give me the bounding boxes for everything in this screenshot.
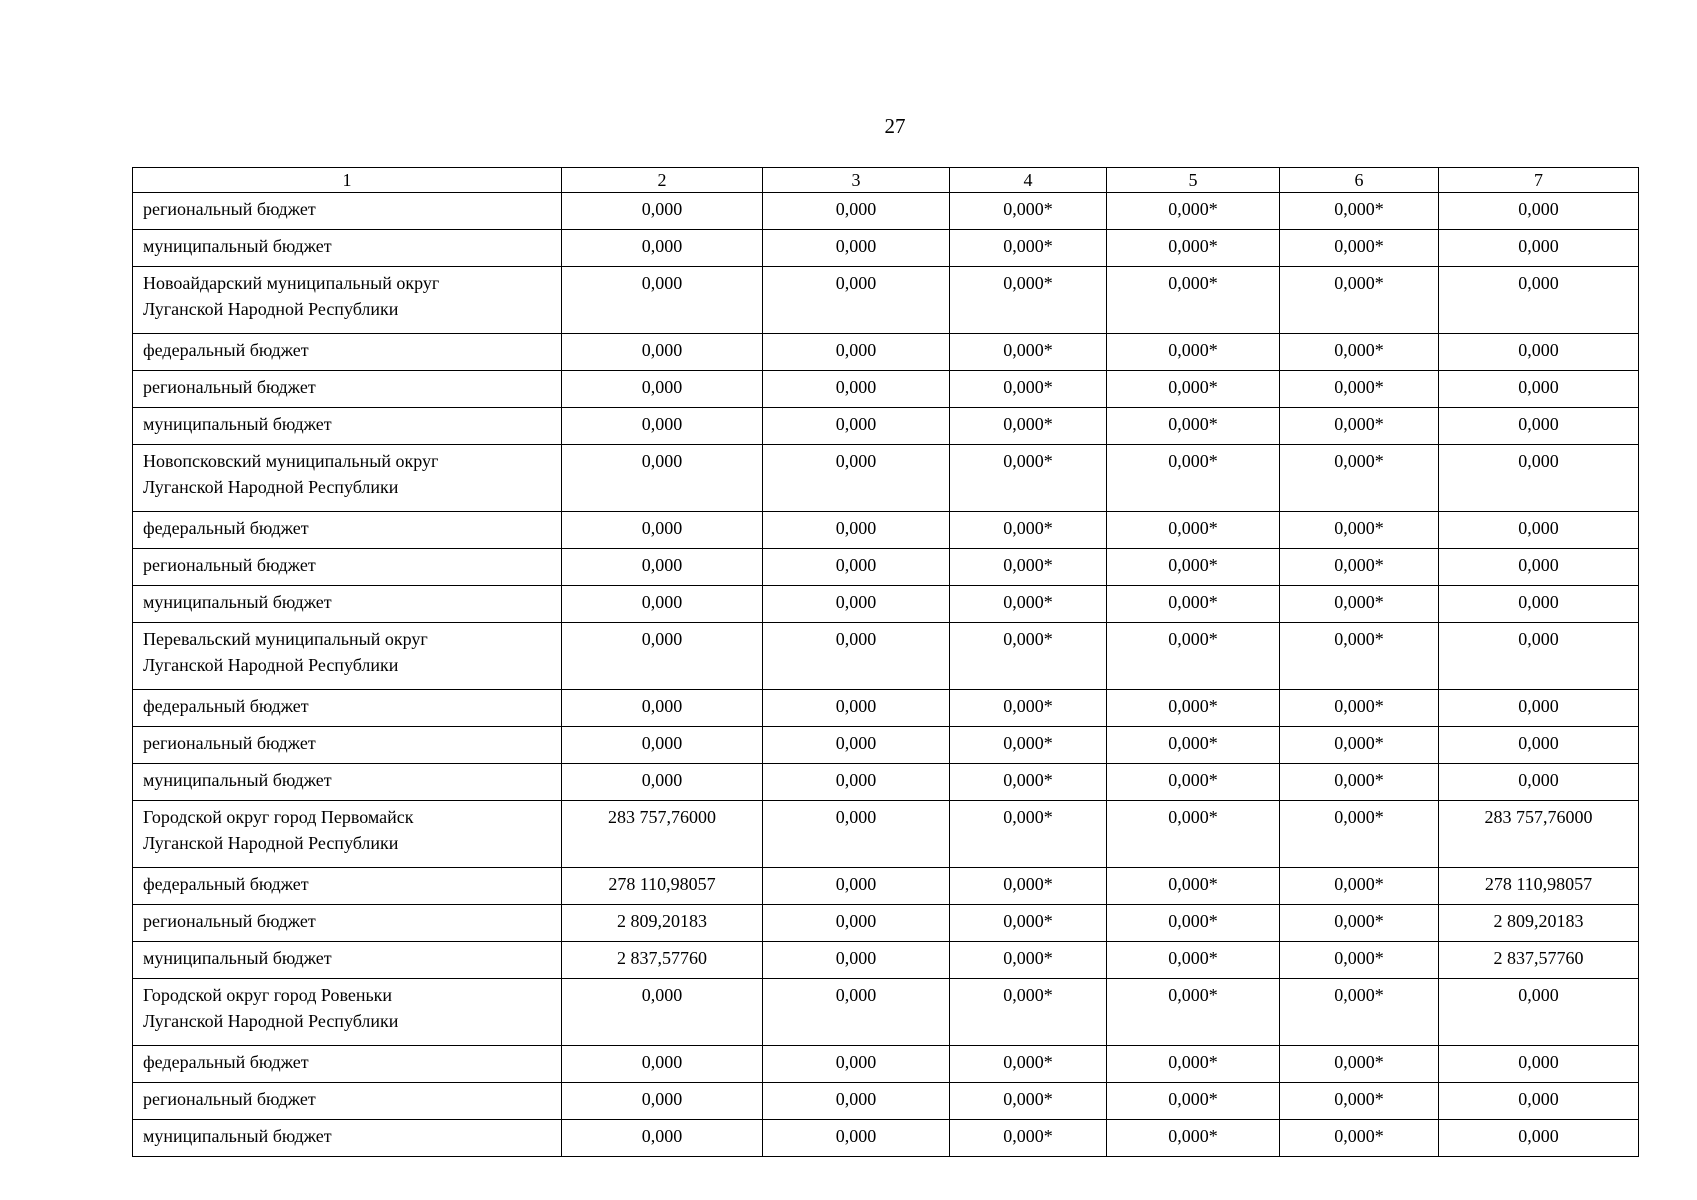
table-row-municipality: [133, 267, 1639, 334]
table-row-budget: [133, 1120, 1639, 1157]
value-cell: 283 757,76000: [562, 801, 763, 868]
value-cell: 0,000*: [950, 1120, 1107, 1157]
table-row-budget: [133, 408, 1639, 445]
value-cell: 0,000*: [1280, 586, 1439, 623]
table-row-budget: [133, 334, 1639, 371]
table-header-row: [133, 168, 1639, 193]
value-cell: 2 809,20183: [562, 905, 763, 942]
column-header: 5: [1107, 168, 1280, 193]
table-row-budget: [133, 586, 1639, 623]
table-row-budget: [133, 905, 1639, 942]
value-cell: 0,000: [1439, 334, 1639, 371]
value-cell: 0,000: [763, 445, 950, 512]
row-label-cell: [133, 408, 562, 445]
value-cell: 0,000*: [950, 764, 1107, 801]
value-cell: 0,000*: [950, 512, 1107, 549]
value-cell: 0,000*: [950, 193, 1107, 230]
value-cell: 0,000: [763, 408, 950, 445]
value-cell: 0,000: [562, 979, 763, 1046]
row-label-cell: [133, 230, 562, 267]
budget-table: [132, 167, 1639, 1157]
row-label-line: Луганской Народной Республики: [143, 299, 399, 319]
row-label-line: муниципальный бюджет: [143, 414, 332, 434]
table-row-budget: [133, 193, 1639, 230]
value-cell: 0,000: [562, 623, 763, 690]
value-cell: 0,000: [763, 623, 950, 690]
value-cell: 0,000: [763, 267, 950, 334]
table-row-municipality: [133, 623, 1639, 690]
value-cell: 0,000*: [950, 690, 1107, 727]
value-cell: 0,000: [562, 690, 763, 727]
value-cell: 0,000*: [1107, 512, 1280, 549]
value-cell: 0,000*: [1107, 371, 1280, 408]
value-cell: 0,000: [763, 1046, 950, 1083]
value-cell: 0,000*: [1280, 1083, 1439, 1120]
column-header: 7: [1439, 168, 1639, 193]
value-cell: 0,000*: [1280, 1046, 1439, 1083]
value-cell: 0,000*: [1280, 690, 1439, 727]
row-label-cell: [133, 1083, 562, 1120]
value-cell: 0,000*: [1107, 727, 1280, 764]
value-cell: 0,000: [1439, 1083, 1639, 1120]
value-cell: 0,000*: [950, 334, 1107, 371]
table-row-budget: [133, 942, 1639, 979]
value-cell: 278 110,98057: [1439, 868, 1639, 905]
value-cell: 0,000*: [1107, 979, 1280, 1046]
row-label-cell: [133, 334, 562, 371]
value-cell: 0,000: [763, 371, 950, 408]
value-cell: 0,000*: [950, 905, 1107, 942]
row-label-line: Луганской Народной Республики: [143, 833, 399, 853]
value-cell: 0,000: [763, 727, 950, 764]
value-cell: 0,000: [1439, 445, 1639, 512]
value-cell: 0,000*: [1280, 727, 1439, 764]
value-cell: 0,000*: [1107, 764, 1280, 801]
value-cell: 0,000*: [1107, 1120, 1280, 1157]
value-cell: 0,000*: [1107, 408, 1280, 445]
row-label-cell: [133, 727, 562, 764]
row-label-line: региональный бюджет: [143, 199, 316, 219]
value-cell: 0,000*: [1107, 267, 1280, 334]
value-cell: 0,000*: [1107, 942, 1280, 979]
value-cell: 0,000*: [1107, 905, 1280, 942]
row-label-line: муниципальный бюджет: [143, 1126, 332, 1146]
value-cell: 0,000: [1439, 1046, 1639, 1083]
value-cell: 0,000*: [1280, 334, 1439, 371]
value-cell: 0,000: [562, 1083, 763, 1120]
value-cell: 0,000*: [950, 979, 1107, 1046]
row-label-line: Городской округ город Первомайск: [143, 807, 414, 827]
table-row-budget: [133, 868, 1639, 905]
page-number: 27: [884, 114, 906, 138]
value-cell: 0,000: [763, 1083, 950, 1120]
row-label-cell: [133, 371, 562, 408]
value-cell: 0,000: [562, 1120, 763, 1157]
value-cell: 0,000: [1439, 267, 1639, 334]
value-cell: 0,000: [763, 512, 950, 549]
value-cell: 0,000: [1439, 764, 1639, 801]
column-header: 2: [562, 168, 763, 193]
value-cell: 0,000*: [1107, 230, 1280, 267]
value-cell: 0,000*: [1280, 230, 1439, 267]
row-label-line: региональный бюджет: [143, 377, 316, 397]
value-cell: 0,000: [562, 445, 763, 512]
value-cell: 0,000: [763, 868, 950, 905]
row-label-cell: [133, 1120, 562, 1157]
row-label-line: муниципальный бюджет: [143, 948, 332, 968]
row-label-line: муниципальный бюджет: [143, 592, 332, 612]
value-cell: 0,000: [1439, 690, 1639, 727]
value-cell: 0,000: [562, 512, 763, 549]
value-cell: 0,000*: [1107, 1046, 1280, 1083]
value-cell: 0,000*: [950, 1046, 1107, 1083]
table-row-municipality: [133, 801, 1639, 868]
value-cell: 0,000*: [950, 942, 1107, 979]
row-label-cell: [133, 267, 562, 334]
value-cell: 0,000*: [1107, 1083, 1280, 1120]
value-cell: 283 757,76000: [1439, 801, 1639, 868]
row-label-line: Перевальский муниципальный округ: [143, 629, 428, 649]
table-row-budget: [133, 1046, 1639, 1083]
row-label-cell: [133, 445, 562, 512]
value-cell: 0,000: [562, 549, 763, 586]
row-label-line: Новоайдарский муниципальный округ: [143, 273, 440, 293]
row-label-line: Луганской Народной Республики: [143, 655, 399, 675]
value-cell: 0,000*: [1280, 193, 1439, 230]
value-cell: 0,000: [763, 801, 950, 868]
value-cell: 0,000*: [1280, 905, 1439, 942]
value-cell: 0,000: [562, 230, 763, 267]
value-cell: 0,000*: [1107, 445, 1280, 512]
value-cell: 0,000: [763, 230, 950, 267]
row-label-cell: [133, 549, 562, 586]
row-label-line: федеральный бюджет: [143, 874, 309, 894]
table-row-budget: [133, 549, 1639, 586]
value-cell: 0,000*: [950, 445, 1107, 512]
value-cell: 0,000*: [950, 586, 1107, 623]
value-cell: 0,000*: [950, 408, 1107, 445]
row-label-cell: [133, 512, 562, 549]
row-label-line: региональный бюджет: [143, 555, 316, 575]
row-label-cell: [133, 623, 562, 690]
value-cell: 0,000*: [950, 230, 1107, 267]
value-cell: 0,000: [1439, 193, 1639, 230]
row-label-line: федеральный бюджет: [143, 518, 309, 538]
row-label-line: Луганской Народной Республики: [143, 1011, 399, 1031]
value-cell: 0,000: [1439, 512, 1639, 549]
row-label-cell: [133, 905, 562, 942]
value-cell: 0,000*: [1280, 549, 1439, 586]
value-cell: 0,000*: [1107, 334, 1280, 371]
value-cell: 0,000: [562, 408, 763, 445]
value-cell: 0,000: [1439, 408, 1639, 445]
row-label-line: региональный бюджет: [143, 1089, 316, 1109]
value-cell: 0,000: [1439, 1120, 1639, 1157]
value-cell: 0,000*: [1107, 586, 1280, 623]
value-cell: 0,000*: [1280, 371, 1439, 408]
value-cell: 0,000: [763, 905, 950, 942]
value-cell: 278 110,98057: [562, 868, 763, 905]
row-label-cell: [133, 801, 562, 868]
value-cell: 0,000*: [1107, 549, 1280, 586]
value-cell: 0,000: [763, 549, 950, 586]
value-cell: 0,000: [1439, 623, 1639, 690]
row-label-cell: [133, 868, 562, 905]
value-cell: 0,000*: [1280, 1120, 1439, 1157]
table-row-budget: [133, 764, 1639, 801]
value-cell: 0,000*: [1280, 979, 1439, 1046]
row-label-cell: [133, 764, 562, 801]
value-cell: 0,000: [1439, 586, 1639, 623]
value-cell: 0,000: [763, 690, 950, 727]
table-row-budget: [133, 727, 1639, 764]
value-cell: 0,000*: [1107, 193, 1280, 230]
table-row-budget: [133, 1083, 1639, 1120]
value-cell: 0,000*: [950, 1083, 1107, 1120]
value-cell: 2 837,57760: [1439, 942, 1639, 979]
column-header: 1: [133, 168, 562, 193]
row-label-line: федеральный бюджет: [143, 340, 309, 360]
row-label-line: региональный бюджет: [143, 911, 316, 931]
value-cell: 0,000*: [950, 868, 1107, 905]
value-cell: 0,000*: [1107, 690, 1280, 727]
value-cell: 0,000: [1439, 549, 1639, 586]
value-cell: 0,000: [763, 942, 950, 979]
value-cell: 0,000: [562, 371, 763, 408]
row-label-line: региональный бюджет: [143, 733, 316, 753]
row-label-cell: [133, 586, 562, 623]
value-cell: 0,000*: [1280, 512, 1439, 549]
row-label-line: Новопсковский муниципальный округ: [143, 451, 439, 471]
value-cell: 0,000*: [950, 549, 1107, 586]
value-cell: 0,000*: [950, 727, 1107, 764]
column-header: 3: [763, 168, 950, 193]
value-cell: 0,000*: [1280, 445, 1439, 512]
value-cell: 0,000: [763, 764, 950, 801]
row-label-line: федеральный бюджет: [143, 1052, 309, 1072]
value-cell: 0,000*: [1107, 623, 1280, 690]
row-label-cell: [133, 979, 562, 1046]
row-label-line: муниципальный бюджет: [143, 236, 332, 256]
table-row-municipality: [133, 979, 1639, 1046]
value-cell: 0,000*: [1280, 267, 1439, 334]
value-cell: 0,000*: [1280, 801, 1439, 868]
value-cell: 0,000*: [1280, 868, 1439, 905]
value-cell: 0,000: [763, 979, 950, 1046]
value-cell: 0,000: [562, 267, 763, 334]
value-cell: 0,000*: [950, 371, 1107, 408]
value-cell: 2 809,20183: [1439, 905, 1639, 942]
value-cell: 0,000: [763, 193, 950, 230]
value-cell: 0,000: [562, 586, 763, 623]
row-label-line: Городской округ город Ровеньки: [143, 985, 393, 1005]
row-label-cell: [133, 193, 562, 230]
row-label-line: муниципальный бюджет: [143, 770, 332, 790]
value-cell: 0,000*: [1107, 801, 1280, 868]
value-cell: 0,000: [562, 764, 763, 801]
value-cell: 0,000*: [1280, 764, 1439, 801]
value-cell: 0,000: [1439, 230, 1639, 267]
row-label-cell: [133, 1046, 562, 1083]
value-cell: 0,000*: [950, 623, 1107, 690]
table-row-municipality: [133, 445, 1639, 512]
value-cell: 2 837,57760: [562, 942, 763, 979]
value-cell: 0,000: [763, 334, 950, 371]
value-cell: 0,000: [763, 586, 950, 623]
row-label-line: федеральный бюджет: [143, 696, 309, 716]
value-cell: 0,000: [562, 1046, 763, 1083]
value-cell: 0,000: [562, 727, 763, 764]
value-cell: 0,000*: [1280, 942, 1439, 979]
table-row-budget: [133, 371, 1639, 408]
value-cell: 0,000: [562, 334, 763, 371]
row-label-cell: [133, 942, 562, 979]
value-cell: 0,000*: [1107, 868, 1280, 905]
column-header: 4: [950, 168, 1107, 193]
value-cell: 0,000*: [950, 801, 1107, 868]
value-cell: 0,000: [763, 1120, 950, 1157]
value-cell: 0,000: [562, 193, 763, 230]
row-label-line: Луганской Народной Республики: [143, 477, 399, 497]
value-cell: 0,000*: [950, 267, 1107, 334]
value-cell: 0,000: [1439, 371, 1639, 408]
value-cell: 0,000*: [1280, 623, 1439, 690]
row-label-cell: [133, 690, 562, 727]
column-header: 6: [1280, 168, 1439, 193]
table-row-budget: [133, 512, 1639, 549]
value-cell: 0,000*: [1280, 408, 1439, 445]
table-row-budget: [133, 230, 1639, 267]
table-row-budget: [133, 690, 1639, 727]
value-cell: 0,000: [1439, 979, 1639, 1046]
value-cell: 0,000: [1439, 727, 1639, 764]
